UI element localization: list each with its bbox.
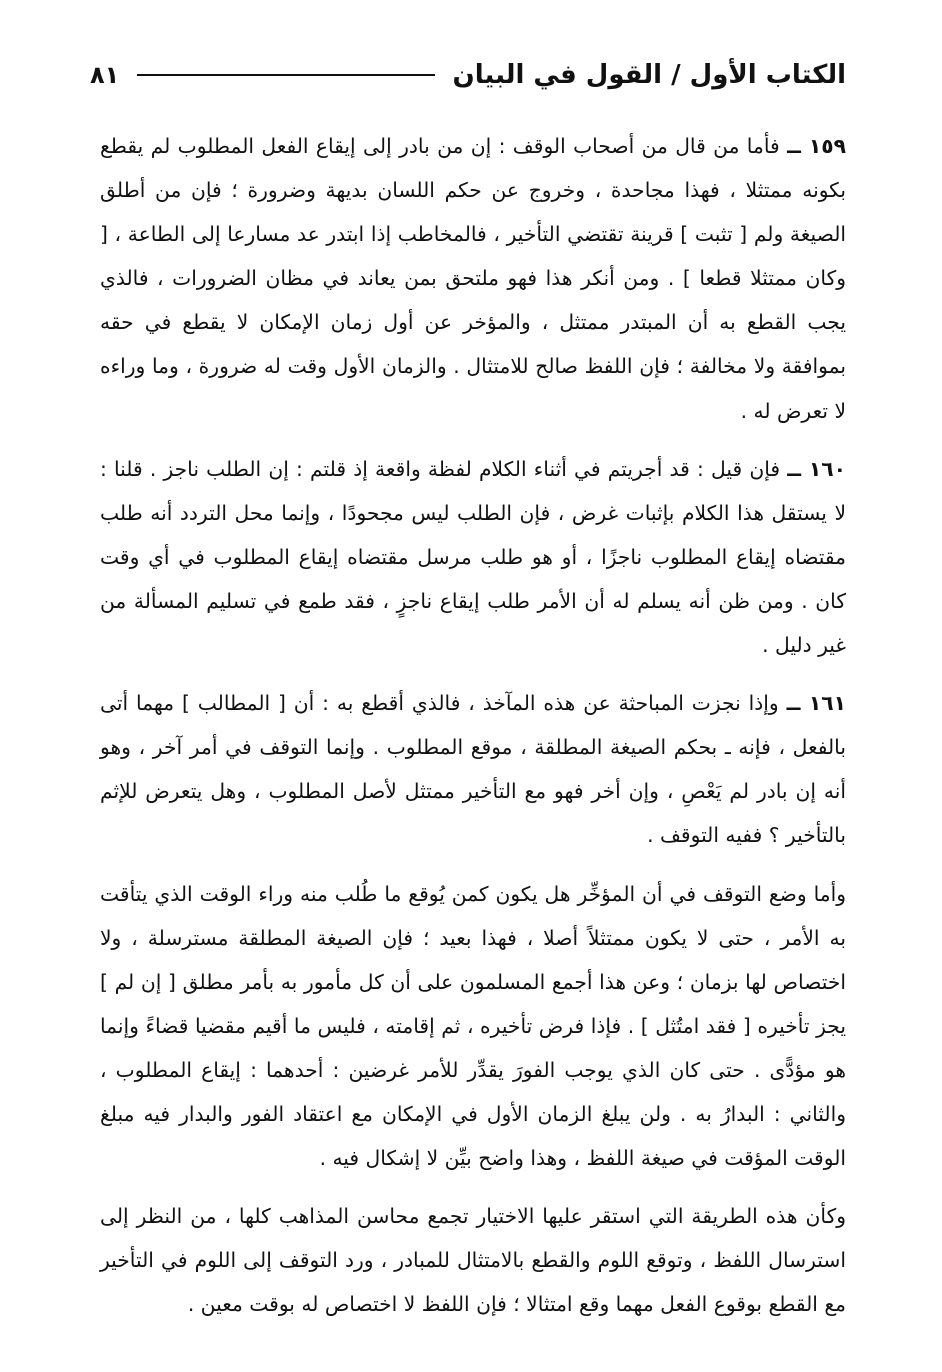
running-header (90, 55, 846, 95)
paragraph-conclusion (100, 1194, 846, 1326)
paragraph-text: فإن قيل : قد أجريتم في أثناء الكلام لفظة واقعة إذ قلتم : إن الطلب ناجز . قلنا : لا يستقل هذا الكلام بإثبات غرض ، فإن الطلب ليس مجحودًا ، وإنما محل التردد أنه طلب مقتضاه إيقاع المطلوب ناجزًا ، أو هو طلب مرسل مقتضاه إيقاع المطلوب في أي وقت كان . ومن ظن أنه يسلم له أن الأمر طلب إيقاع ناجزٍ ، فقد طمع في تسليم المسألة من غير دليل . (100, 456, 846, 658)
paragraph-160 (100, 447, 846, 667)
paragraph-number: ١٦١ ــ (786, 691, 847, 716)
header-rule (137, 74, 434, 76)
body-text (100, 124, 846, 1340)
paragraph-161 (100, 681, 846, 857)
paragraph-text: وأما وضع التوقف في أن المؤخِّر هل يكون كمن يُوقع ما طُلب منه وراء الوقت الذي يتأقت به الأمر ، حتى لا يكون ممتثلاً أصلا ، فهذا بعيد ؛ فإن الصيغة المطلقة مسترسلة ، ولا اختصاص لها بزمان ؛ وعن هذا أجمع المسلمون على أن كل مأمور به بأمر مطلق [ إن لم ] يجز تأخيره [ فقد امتُثل ] . فإذا فرض تأخيره ، ثم إقامته ، فليس ما أقيم مقضيا قضاءً وإنما هو مؤدًّى . حتى كان الذي يوجب الفورَ يقدِّر للأمر غرضين : أحدهما : إيقاع المطلوب ، والثاني : البدارُ به . ولن يبلغ الزمان الأول في الإمكان مع اعتقاد الفور والبدار فيه مبلغ الوقت المؤقت في صيغة اللفظ ، وهذا واضح بيِّن لا إشكال فيه . (100, 881, 846, 1171)
page-number: ٨١ (90, 61, 120, 89)
running-title: الكتاب الأول / القول في البيان (452, 60, 846, 90)
paragraph-number: ١٥٩ ــ (787, 134, 846, 158)
paragraph-text: وإذا نجزت المباحثة عن هذه المآخذ ، فالذي أقطع به : أن [ المطالب ] مهما أتى بالفعل ، فإنه ـ بحكم الصيغة المطلقة ، موقع المطلوب . وإنما التوقف في أمر آخر ، وهو أنه إن بادر لم يَعْصِ ، وإن أخر فهو مع التأخير ممتثل لأصل المطلوب ، وهل يتعرض للإثم بالتأخير ؟ ففيه التوقف . (100, 691, 846, 848)
paragraph-number: ١٦٠ ــ (787, 456, 846, 481)
paragraph-continuation (100, 872, 846, 1181)
paragraph-text: وكأن هذه الطريقة التي استقر عليها الاختيار تجمع محاسن المذاهب كلها ، من النظر إلى استرسال اللفظ ، وتوقع اللوم والقطع بالامتثال للمبادر ، ورد التوقف إلى اللوم في التأخير مع القطع بوقوع الفعل مهما وقع امتثالا ؛ فإن اللفظ لا اختصاص له بوقت معين . (100, 1204, 846, 1317)
paragraph-text: فأما من قال من أصحاب الوقف : إن من بادر إلى إيقاع الفعل المطلوب لم يقطع بكونه ممتثلا ، فهذا مجاحدة ، وخروج عن حكم اللسان بديهة وضرورة ؛ فإن من أطلق الصيغة ولم [ تثبت ] قرينة تقتضي التأخير ، فالمخاطب إذا ابتدر عد مسارعا إلى الطاعة ، [ وكان ممتثلا قطعا ] . ومن أنكر هذا فهو ملتحق بمن يعاند في مظان الضرورات ، فالذي يجب القطع به أن المبتدر ممتثل ، والمؤخر عن أول زمان الإمكان لا يقطع في حقه بموافقة ولا مخالفة ؛ فإن اللفظ صالح للامتثال . والزمان الأول وقت له ضرورة ، وما وراءه لا تعرض له . (100, 134, 846, 423)
paragraph-159 (100, 124, 846, 433)
